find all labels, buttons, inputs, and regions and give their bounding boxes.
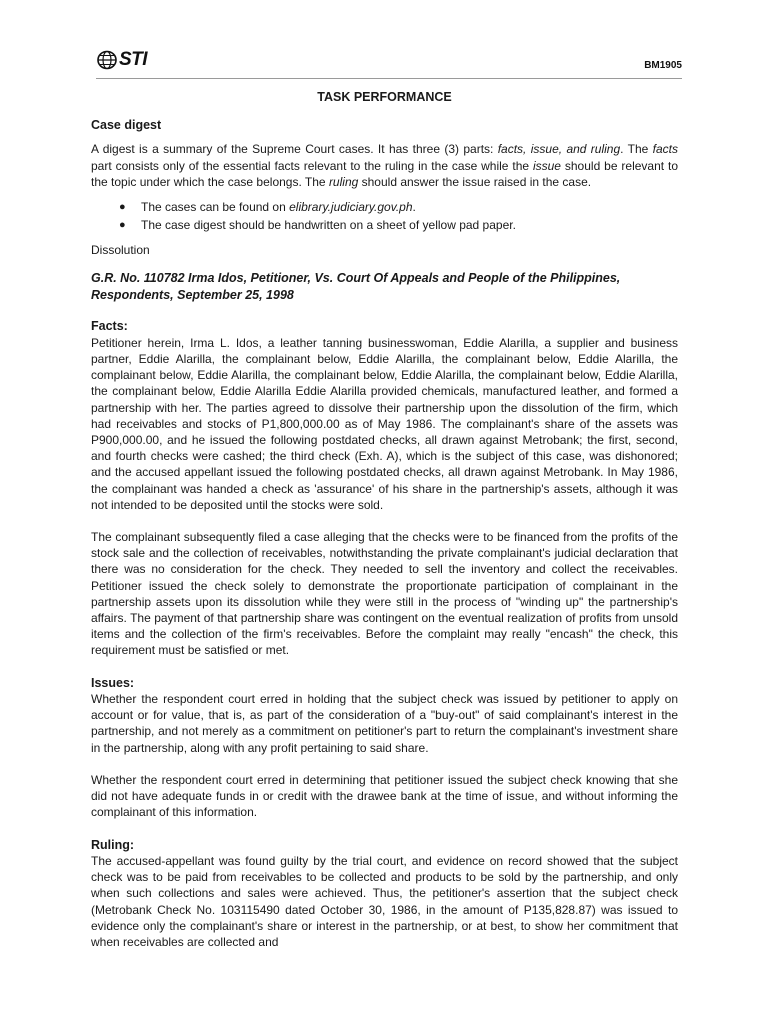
list-item (91, 199, 678, 217)
case-digest-heading: Case digest (91, 118, 162, 133)
ruling-paragraph-1: The accused-appellant was found guilty by the trial court, and evidence on record showed that the subject check was to be paid from receivables to be collected and products to be sold by the partnership, and only when such collections and sales were achieved. Thus, the petitioner's assertion that the subject check (Metrobank Check No. 103115490 dated October 30, 1986, in the amount of P135,828.87) was issued to evidence only the complainant's share or interest in the partnership, or at best, to show her commitment that when receivables are collected and (91, 854, 678, 950)
logo-text: STI (119, 49, 148, 70)
bullet-text: The case digest should be handwritten on a sheet of yellow pad paper. (141, 217, 516, 232)
sti-globe-icon (96, 50, 118, 70)
document-title: TASK PERFORMANCE (317, 90, 452, 104)
intro-emphasis-1: facts, issue, and ruling (497, 142, 621, 157)
intro-text-4: should be relevant to the topic under which the case belongs. The (91, 158, 678, 189)
intro-emphasis-3: issue (532, 158, 561, 173)
facts-paragraph-1: Petitioner herein, Irma L. Idos, a leather tanning businesswoman, Eddie Alarilla, a supplier and business partner, Eddie Alarilla, the complainant below, Eddie Alarilla, the complainant below, Eddie Alarilla, the complainant below, Eddie Alarilla, the complainant below, Eddie Alarilla, the complainant below, Eddie Alarilla, the complainant below, Eddie Alarilla Eddie Alarilla provided chemicals, manufactured leather, and formed a partnership with her. The parties agreed to dissolve their partnership upon the dissolution of the firm, which had receivables and stocks of P1,800,000.00 as of May 1986. The complainant's share of the assets was P900,000.00, and he issued the following postdated checks, all drawn against Metrobank; the first, second, and fourth checks were cashed; the third check (Exh. A), which is the subject of this case, was dishonored; and the accused appellant issued the following postdated checks, all drawn against Metrobank. In May 1986, the complainant was handed a check as 'assurance' of his share in the partnership's assets, although it was not intended to be deposited until the stocks were sold. (91, 335, 678, 512)
issues-heading: Issues: (91, 675, 135, 690)
intro-paragraph (91, 141, 678, 190)
document-body (91, 89, 678, 950)
facts-paragraph-2: The complainant subsequently filed a case alleging that the checks were to be financed from the profits of the stock sale and the collection of receivables, notwithstanding the private complainant's judicial declaration that there was no consideration for the check. They needed to sell the inventory and collect the receivables. Petitioner issued the check solely to demonstrate the proportionate participation of complainant in the partnership assets upon its dissolution while they were still in the process of "winding up" the partnership's affairs. The payment of that partnership share was contingent on the eventual realization of profits from unsold items and the collection of the firm's receivables. Before the complaint may really "encash" the check, this requirement must be satisfied or met. (91, 529, 678, 658)
ruling-heading: Ruling: (91, 837, 135, 852)
instruction-list (91, 199, 678, 234)
intro-text-3: part consists only of the essential facts relevant to the ruling in the case while the (91, 158, 533, 173)
bullet-suffix: . (412, 200, 416, 215)
intro-emphasis-4: ruling (328, 174, 359, 189)
case-title: G.R. No. 110782 Irma Idos, Petitioner, Vs. Court Of Appeals and People of the Philippines, Respondents, September 25, 1998 (91, 271, 621, 303)
intro-text-1: A digest is a summary of the Supreme Court cases. It has three (3) parts: (91, 142, 498, 157)
intro-text-2: . The (620, 142, 653, 157)
sti-logo (96, 50, 147, 70)
topic-label: Dissolution (91, 243, 150, 258)
facts-heading: Facts: (91, 319, 128, 334)
page-header (96, 48, 682, 79)
bullet-icon: ● (119, 201, 126, 214)
bullet-icon: ● (119, 218, 126, 231)
issues-paragraph-2: Whether the respondent court erred in determining that petitioner issued the subject check knowing that she did not have adequate funds in or credit with the drawee bank at the time of issue, and without informing the complainant of this information. (91, 772, 678, 820)
document-code: BM1905 (644, 60, 682, 71)
intro-emphasis-2: facts (652, 142, 679, 157)
issues-paragraph-1: Whether the respondent court erred in holding that the subject check was issued by petitioner to apply on account or for value, that is, as part of the consideration of a "buy-out" of said complainant's interest in the partnership, and not merely as a commitment on petitioner's part to return the complainant's investment share in the partnership, along with any profit pertaining to said share. (91, 692, 678, 755)
bullet-emphasis: elibrary.judiciary.gov.ph (289, 200, 413, 215)
intro-text-5: should answer the issue raised in the case. (358, 174, 592, 189)
bullet-text: The cases can be found on (141, 200, 290, 215)
list-item (91, 217, 678, 235)
